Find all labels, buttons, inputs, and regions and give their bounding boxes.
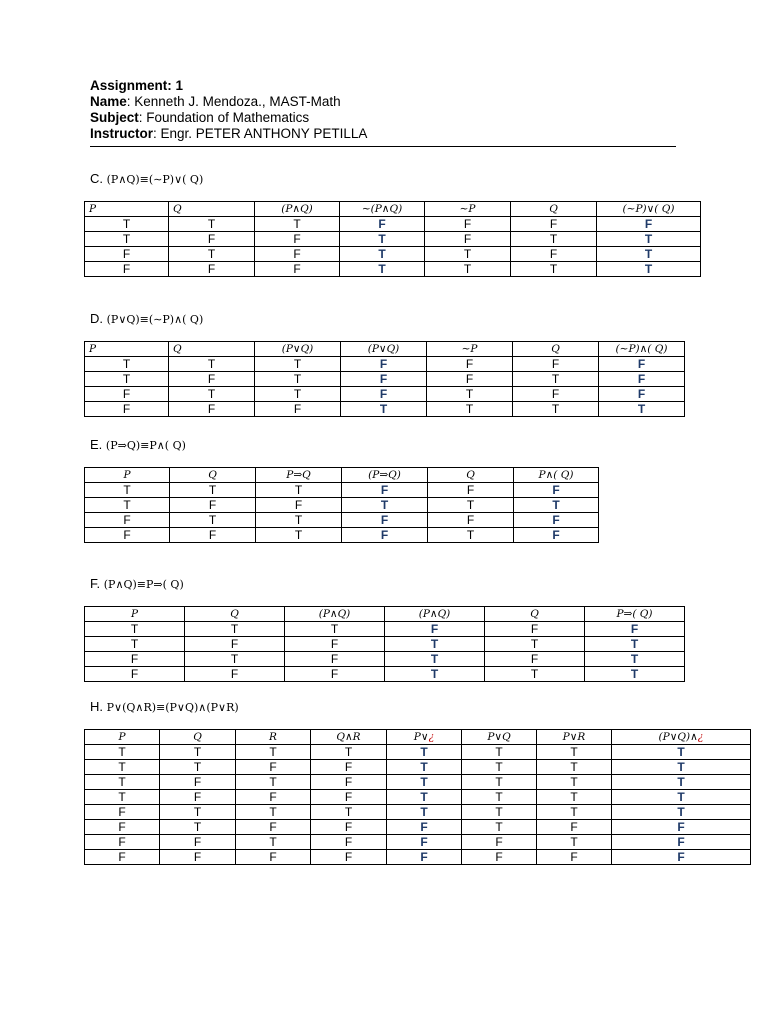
section-statement: P∨(Q∧R)≡(P∨Q)∧(P∨R) bbox=[106, 701, 239, 714]
truth-value-cell: T bbox=[597, 247, 701, 262]
column-header: P⇒( Q) bbox=[585, 607, 685, 622]
column-header: P⇒Q bbox=[256, 468, 342, 483]
truth-value-cell: F bbox=[513, 357, 599, 372]
truth-value-cell: T bbox=[585, 637, 685, 652]
table-row bbox=[85, 820, 751, 835]
truth-value-cell: F bbox=[185, 667, 285, 682]
subject-label: Subject bbox=[90, 110, 139, 125]
truth-value-cell: F bbox=[537, 820, 612, 835]
truth-value-cell: F bbox=[169, 232, 255, 247]
truth-value-cell: T bbox=[85, 622, 185, 637]
table-header-row bbox=[85, 607, 685, 622]
column-header: Q bbox=[511, 202, 597, 217]
truth-value-cell: F bbox=[514, 513, 599, 528]
truth-value-cell: F bbox=[85, 805, 160, 820]
instructor-line bbox=[90, 126, 676, 142]
truth-value-cell: T bbox=[85, 760, 160, 775]
truth-value-cell: T bbox=[612, 760, 751, 775]
truth-value-cell: F bbox=[341, 372, 427, 387]
truth-value-cell: F bbox=[537, 850, 612, 865]
column-header: (P∨Q) bbox=[341, 342, 427, 357]
truth-value-cell: F bbox=[597, 217, 701, 232]
truth-value-cell: T bbox=[85, 637, 185, 652]
truth-value-cell: F bbox=[311, 850, 387, 865]
section-heading-c bbox=[90, 171, 203, 186]
truth-value-cell: T bbox=[169, 357, 255, 372]
truth-value-cell: F bbox=[85, 652, 185, 667]
section-heading-d bbox=[90, 311, 203, 326]
truth-value-cell: T bbox=[585, 652, 685, 667]
column-header: P bbox=[85, 730, 160, 745]
truth-value-cell: T bbox=[160, 820, 236, 835]
truth-value-cell: F bbox=[342, 528, 428, 543]
subject-value: : Foundation of Mathematics bbox=[138, 110, 310, 125]
truth-value-cell: F bbox=[311, 790, 387, 805]
table-row bbox=[85, 637, 685, 652]
truth-value-cell: T bbox=[385, 652, 485, 667]
table-row bbox=[85, 790, 751, 805]
truth-value-cell: T bbox=[514, 498, 599, 513]
name-label: Name bbox=[90, 94, 127, 109]
truth-value-cell: T bbox=[612, 805, 751, 820]
truth-value-cell: T bbox=[612, 775, 751, 790]
table-row bbox=[85, 217, 701, 232]
truth-value-cell: T bbox=[169, 387, 255, 402]
column-header: (P∨Q) bbox=[255, 342, 341, 357]
truth-value-cell: F bbox=[425, 217, 511, 232]
truth-value-cell: T bbox=[537, 835, 612, 850]
column-header: P bbox=[85, 607, 185, 622]
truth-value-cell: F bbox=[485, 622, 585, 637]
table-row bbox=[85, 402, 685, 417]
truth-value-cell: T bbox=[513, 372, 599, 387]
truth-value-cell: T bbox=[385, 637, 485, 652]
column-header: P bbox=[85, 342, 169, 357]
section-letter: E. bbox=[90, 437, 103, 452]
truth-value-cell: T bbox=[342, 498, 428, 513]
truth-value-cell: T bbox=[85, 498, 170, 513]
truth-value-cell: F bbox=[427, 357, 513, 372]
truth-value-cell: T bbox=[462, 820, 537, 835]
truth-value-cell: T bbox=[85, 372, 169, 387]
table-row bbox=[85, 357, 685, 372]
truth-value-cell: T bbox=[485, 667, 585, 682]
truth-value-cell: T bbox=[256, 513, 342, 528]
truth-value-cell: T bbox=[425, 262, 511, 277]
truth-value-cell: T bbox=[387, 745, 462, 760]
table-row bbox=[85, 745, 751, 760]
table-header-row bbox=[85, 202, 701, 217]
truth-value-cell: T bbox=[462, 775, 537, 790]
section-statement: (P∨Q)≡(∼P)∧( Q) bbox=[106, 313, 204, 326]
truth-value-cell: T bbox=[511, 262, 597, 277]
truth-value-cell: F bbox=[514, 528, 599, 543]
truth-value-cell: T bbox=[236, 805, 311, 820]
truth-value-cell: T bbox=[427, 387, 513, 402]
column-header: P bbox=[85, 202, 169, 217]
table-row bbox=[85, 835, 751, 850]
truth-value-cell: T bbox=[85, 745, 160, 760]
section-letter: C. bbox=[90, 171, 103, 186]
truth-value-cell: F bbox=[285, 667, 385, 682]
column-header: Q bbox=[169, 342, 255, 357]
truth-value-cell: F bbox=[185, 637, 285, 652]
truth-value-cell: T bbox=[537, 745, 612, 760]
truth-value-cell: F bbox=[342, 513, 428, 528]
truth-value-cell: T bbox=[185, 622, 285, 637]
truth-value-cell: T bbox=[428, 498, 514, 513]
truth-value-cell: F bbox=[341, 357, 427, 372]
column-header: P∨Q bbox=[462, 730, 537, 745]
truth-value-cell: F bbox=[285, 652, 385, 667]
section-statement: (P∧Q)≡P⇒( Q) bbox=[103, 578, 184, 591]
truth-value-cell: F bbox=[170, 498, 256, 513]
truth-value-cell: T bbox=[340, 232, 425, 247]
column-header: Q bbox=[513, 342, 599, 357]
truth-value-cell: T bbox=[85, 775, 160, 790]
truth-value-cell: F bbox=[511, 217, 597, 232]
truth-value-cell: F bbox=[85, 513, 170, 528]
truth-value-cell: F bbox=[585, 622, 685, 637]
truth-value-cell: F bbox=[236, 850, 311, 865]
truth-value-cell: T bbox=[387, 790, 462, 805]
truth-table-e bbox=[84, 467, 599, 543]
section-statement: (P∧Q)≡(∼P)∨( Q) bbox=[106, 173, 204, 186]
column-header: (P∧Q) bbox=[255, 202, 340, 217]
truth-value-cell: F bbox=[255, 247, 340, 262]
truth-value-cell: T bbox=[597, 262, 701, 277]
truth-value-cell: F bbox=[427, 372, 513, 387]
truth-value-cell: F bbox=[85, 387, 169, 402]
truth-value-cell: T bbox=[85, 232, 169, 247]
truth-value-cell: F bbox=[256, 498, 342, 513]
truth-value-cell: T bbox=[387, 760, 462, 775]
truth-value-cell: T bbox=[462, 760, 537, 775]
truth-value-cell: T bbox=[255, 217, 340, 232]
truth-value-cell: T bbox=[387, 775, 462, 790]
table-row bbox=[85, 652, 685, 667]
truth-value-cell: F bbox=[387, 835, 462, 850]
truth-value-cell: F bbox=[612, 820, 751, 835]
column-header: ∼P bbox=[427, 342, 513, 357]
truth-value-cell: T bbox=[285, 622, 385, 637]
table-row bbox=[85, 232, 701, 247]
truth-value-cell: T bbox=[160, 760, 236, 775]
table-row bbox=[85, 372, 685, 387]
column-header: (∼P)∨( Q) bbox=[597, 202, 701, 217]
truth-value-cell: T bbox=[599, 402, 685, 417]
truth-value-cell: F bbox=[169, 372, 255, 387]
truth-value-cell: T bbox=[537, 790, 612, 805]
truth-value-cell: F bbox=[85, 850, 160, 865]
truth-value-cell: F bbox=[85, 667, 185, 682]
instructor-label: Instructor bbox=[90, 126, 154, 141]
table-row bbox=[85, 760, 751, 775]
section-letter: D. bbox=[90, 311, 103, 326]
assignment-line bbox=[90, 78, 676, 94]
truth-value-cell: T bbox=[513, 402, 599, 417]
truth-value-cell: F bbox=[311, 760, 387, 775]
truth-value-cell: F bbox=[236, 820, 311, 835]
truth-value-cell: F bbox=[170, 528, 256, 543]
table-header-row bbox=[85, 468, 599, 483]
truth-value-cell: T bbox=[256, 528, 342, 543]
truth-value-cell: F bbox=[85, 820, 160, 835]
truth-table-f bbox=[84, 606, 685, 682]
truth-value-cell: F bbox=[169, 402, 255, 417]
truth-value-cell: T bbox=[255, 372, 341, 387]
column-header: Q∧R bbox=[311, 730, 387, 745]
table-header-row bbox=[85, 342, 685, 357]
truth-value-cell: T bbox=[612, 745, 751, 760]
column-header: (P∨Q)∧¿ bbox=[612, 730, 751, 745]
truth-value-cell: T bbox=[462, 805, 537, 820]
truth-value-cell: F bbox=[599, 387, 685, 402]
truth-value-cell: T bbox=[85, 483, 170, 498]
truth-value-cell: T bbox=[170, 483, 256, 498]
truth-value-cell: F bbox=[612, 835, 751, 850]
truth-value-cell: F bbox=[462, 835, 537, 850]
table-row bbox=[85, 498, 599, 513]
column-header: R bbox=[236, 730, 311, 745]
truth-value-cell: T bbox=[236, 835, 311, 850]
column-header: (P∧Q) bbox=[385, 607, 485, 622]
truth-value-cell: F bbox=[236, 790, 311, 805]
truth-value-cell: T bbox=[255, 387, 341, 402]
instructor-value: : Engr. PETER ANTHONY PETILLA bbox=[153, 126, 368, 141]
truth-value-cell: T bbox=[236, 775, 311, 790]
truth-value-cell: F bbox=[612, 850, 751, 865]
truth-value-cell: F bbox=[85, 528, 170, 543]
table-row bbox=[85, 667, 685, 682]
table-row bbox=[85, 513, 599, 528]
truth-value-cell: F bbox=[169, 262, 255, 277]
truth-value-cell: T bbox=[511, 232, 597, 247]
truth-value-cell: T bbox=[169, 217, 255, 232]
truth-value-cell: F bbox=[85, 402, 169, 417]
column-header: ∼(P∧Q) bbox=[340, 202, 425, 217]
column-header: P∨R bbox=[537, 730, 612, 745]
truth-value-cell: T bbox=[85, 357, 169, 372]
table-row bbox=[85, 387, 685, 402]
truth-value-cell: T bbox=[428, 528, 514, 543]
truth-value-cell: T bbox=[537, 805, 612, 820]
truth-value-cell: F bbox=[462, 850, 537, 865]
truth-value-cell: F bbox=[341, 387, 427, 402]
truth-value-cell: T bbox=[462, 790, 537, 805]
column-header: (∼P)∧( Q) bbox=[599, 342, 685, 357]
column-header: P∨¿ bbox=[387, 730, 462, 745]
truth-value-cell: F bbox=[485, 652, 585, 667]
truth-value-cell: F bbox=[160, 775, 236, 790]
truth-value-cell: T bbox=[387, 805, 462, 820]
truth-value-cell: F bbox=[513, 387, 599, 402]
table-row bbox=[85, 775, 751, 790]
truth-value-cell: F bbox=[85, 262, 169, 277]
column-header: P bbox=[85, 468, 170, 483]
column-header: Q bbox=[185, 607, 285, 622]
assignment-number: 1 bbox=[175, 78, 184, 93]
truth-value-cell: T bbox=[170, 513, 256, 528]
section-letter: F. bbox=[90, 576, 101, 591]
column-header: Q bbox=[169, 202, 255, 217]
truth-value-cell: T bbox=[85, 217, 169, 232]
truth-table-h bbox=[84, 729, 751, 865]
table-row bbox=[85, 247, 701, 262]
truth-value-cell: F bbox=[428, 513, 514, 528]
truth-value-cell: T bbox=[425, 247, 511, 262]
truth-table-d bbox=[84, 341, 685, 417]
truth-value-cell: F bbox=[85, 835, 160, 850]
truth-value-cell: T bbox=[340, 247, 425, 262]
truth-value-cell: T bbox=[427, 402, 513, 417]
truth-value-cell: F bbox=[340, 217, 425, 232]
truth-value-cell: F bbox=[599, 372, 685, 387]
section-statement: (P⇒Q)≡P∧( Q) bbox=[105, 439, 186, 452]
truth-value-cell: F bbox=[160, 790, 236, 805]
truth-value-cell: F bbox=[255, 402, 341, 417]
table-row bbox=[85, 528, 599, 543]
truth-value-cell: T bbox=[537, 760, 612, 775]
section-heading-e bbox=[90, 437, 186, 452]
truth-value-cell: F bbox=[511, 247, 597, 262]
table-row bbox=[85, 483, 599, 498]
table-row bbox=[85, 622, 685, 637]
column-header: Q bbox=[170, 468, 256, 483]
column-header: (P⇒Q) bbox=[342, 468, 428, 483]
column-header: Q bbox=[428, 468, 514, 483]
truth-value-cell: F bbox=[236, 760, 311, 775]
truth-value-cell: T bbox=[462, 745, 537, 760]
truth-value-cell: F bbox=[425, 232, 511, 247]
column-header: ∼P bbox=[425, 202, 511, 217]
truth-value-cell: F bbox=[387, 850, 462, 865]
table-header-row bbox=[85, 730, 751, 745]
truth-value-cell: F bbox=[311, 775, 387, 790]
truth-value-cell: F bbox=[285, 637, 385, 652]
truth-value-cell: T bbox=[385, 667, 485, 682]
truth-value-cell: F bbox=[85, 247, 169, 262]
truth-value-cell: T bbox=[612, 790, 751, 805]
column-header: P∧( Q) bbox=[514, 468, 599, 483]
section-heading-h bbox=[90, 699, 239, 714]
truth-value-cell: F bbox=[311, 820, 387, 835]
section-letter: H. bbox=[90, 699, 103, 714]
truth-value-cell: T bbox=[236, 745, 311, 760]
truth-value-cell: F bbox=[342, 483, 428, 498]
name-line bbox=[90, 94, 676, 110]
truth-value-cell: T bbox=[340, 262, 425, 277]
truth-value-cell: T bbox=[597, 232, 701, 247]
truth-value-cell: T bbox=[311, 805, 387, 820]
truth-value-cell: T bbox=[537, 775, 612, 790]
truth-value-cell: F bbox=[387, 820, 462, 835]
section-heading-f bbox=[90, 576, 184, 591]
name-value: : Kenneth J. Mendoza., MAST-Math bbox=[126, 94, 341, 109]
truth-value-cell: F bbox=[514, 483, 599, 498]
table-row bbox=[85, 850, 751, 865]
column-header: Q bbox=[160, 730, 236, 745]
truth-value-cell: F bbox=[311, 835, 387, 850]
column-header: (P∧Q) bbox=[285, 607, 385, 622]
truth-value-cell: F bbox=[599, 357, 685, 372]
truth-value-cell: T bbox=[85, 790, 160, 805]
truth-value-cell: T bbox=[160, 805, 236, 820]
truth-value-cell: T bbox=[169, 247, 255, 262]
truth-value-cell: T bbox=[160, 745, 236, 760]
assignment-label: Assignment: bbox=[90, 78, 172, 93]
truth-value-cell: T bbox=[585, 667, 685, 682]
table-row bbox=[85, 805, 751, 820]
column-header: Q bbox=[485, 607, 585, 622]
truth-value-cell: T bbox=[311, 745, 387, 760]
truth-value-cell: T bbox=[185, 652, 285, 667]
truth-value-cell: T bbox=[256, 483, 342, 498]
truth-value-cell: F bbox=[428, 483, 514, 498]
truth-value-cell: F bbox=[160, 850, 236, 865]
truth-value-cell: F bbox=[160, 835, 236, 850]
table-row bbox=[85, 262, 701, 277]
subject-line bbox=[90, 110, 676, 126]
truth-value-cell: T bbox=[485, 637, 585, 652]
truth-value-cell: F bbox=[255, 262, 340, 277]
truth-table-c bbox=[84, 201, 701, 277]
truth-value-cell: F bbox=[385, 622, 485, 637]
truth-value-cell: T bbox=[341, 402, 427, 417]
assignment-header bbox=[90, 78, 676, 147]
truth-value-cell: F bbox=[255, 232, 340, 247]
truth-value-cell: T bbox=[255, 357, 341, 372]
